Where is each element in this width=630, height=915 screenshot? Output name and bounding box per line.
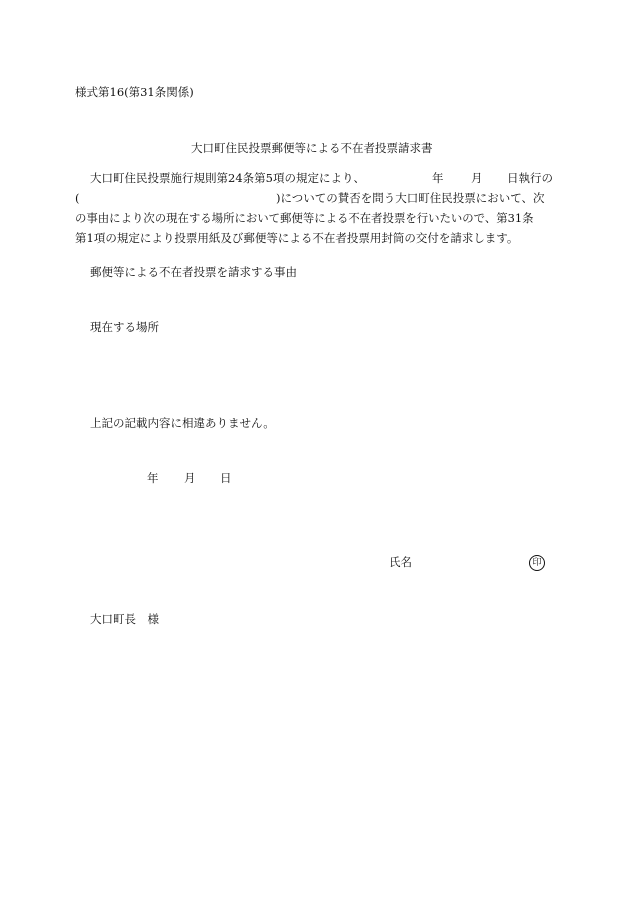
form-number: 様式第16(第31条関係) (75, 85, 194, 99)
name-label: 氏名 (389, 555, 412, 569)
reason-label: 郵便等による不在者投票を請求する事由 (90, 265, 297, 279)
document-title: 大口町住民投票郵便等による不在者投票請求書 (191, 141, 433, 155)
statement-line-4: 第1項の規定により投票用紙及び郵便等による不在者投票用封筒の交付を請求します。 (75, 231, 519, 245)
date-day: 日 (220, 471, 232, 485)
statement-month: 月 (471, 171, 483, 185)
statement-day: 日執行の (507, 171, 553, 185)
location-label: 現在する場所 (90, 320, 159, 334)
date-year: 年 (147, 471, 159, 485)
statement-paren-open: ( (75, 191, 80, 205)
statement-line-3: の事由により次の現在する場所において郵便等による不在者投票を行いたいので、第31条 (75, 211, 534, 225)
statement-line-2: )についての賛否を問う大口町住民投票において、次 (276, 191, 545, 205)
declaration-text: 上記の記載内容に相違ありません。 (90, 416, 275, 430)
date-month: 月 (184, 471, 196, 485)
statement-year: 年 (432, 171, 444, 185)
statement-line-1: 大口町住民投票施行規則第24条第5項の規定により、 (90, 171, 365, 185)
addressee: 大口町長 様 (90, 612, 159, 626)
seal-mark: 印 (529, 555, 545, 571)
